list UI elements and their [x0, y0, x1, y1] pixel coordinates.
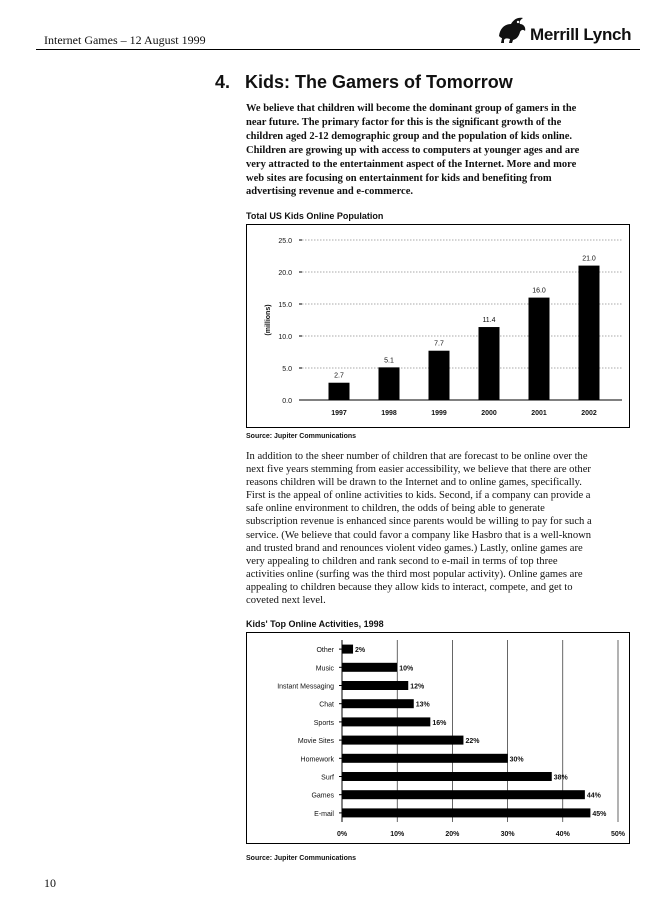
- intro-line: web sites are focusing on entertainment for kids and benefiting from: [246, 172, 552, 184]
- bar-value-label: 12%: [410, 683, 425, 691]
- x-tick-label: 20%: [445, 831, 460, 838]
- bar-value-label: 10%: [399, 665, 414, 673]
- bar-value-label: 45%: [592, 810, 607, 818]
- category-label: Sports: [313, 719, 334, 727]
- y-tick-label: 20.0: [278, 270, 292, 277]
- body-line: safe online environment to children, the odds of being able to generate: [246, 503, 545, 515]
- body-line: subscription revenue is enhanced since parents would be willing to pay for such a: [246, 516, 592, 528]
- x-tick-label: 0%: [336, 831, 348, 838]
- bar-value-label: 2%: [355, 647, 366, 655]
- bull-icon: [496, 14, 528, 44]
- x-tick-label: 2001: [531, 410, 547, 417]
- bar-value-label: 38%: [553, 774, 568, 782]
- bar-value-label: 2.7: [334, 372, 344, 380]
- chart2-caption: Kids' Top Online Activities, 1998: [246, 619, 384, 629]
- bar: [342, 717, 430, 726]
- bar-value-label: 22%: [465, 738, 480, 746]
- bar-value-label: 30%: [509, 756, 524, 764]
- body-line: First is the appeal of online activities to kids. Second, if a company can provide a: [246, 490, 591, 502]
- bar: [342, 681, 408, 690]
- bar-value-label: 11.4: [482, 317, 496, 325]
- category-label: Music: [315, 665, 334, 673]
- y-tick-label: 0.0: [282, 398, 292, 405]
- chart2-source: Source: Jupiter Communications: [246, 855, 357, 862]
- body-line: activities online (surfing was the third most popular activity). Online games are: [246, 568, 583, 580]
- intro-line: children aged 2-12 demographic group and the population of kids online.: [246, 130, 573, 142]
- body-paragraph: [246, 450, 630, 607]
- section-title-text: Kids: The Gamers of Tomorrow: [245, 72, 513, 92]
- intro-paragraph: [246, 102, 622, 199]
- bar-value-label: 5.1: [384, 357, 394, 365]
- bar: [342, 772, 552, 781]
- bar: [379, 367, 400, 400]
- y-tick-label: 5.0: [282, 366, 292, 373]
- category-label: Chat: [319, 701, 334, 709]
- body-line: service. (We believe that could favor a company like Hasbro that is a well-known: [246, 529, 592, 541]
- bar: [342, 790, 585, 799]
- body-line: In addition to the sheer number of children that are forecast to be online over the: [246, 451, 588, 462]
- bar: [479, 327, 500, 400]
- section-number: 4.: [215, 72, 231, 92]
- intro-line: Children are growing up with access to computers at younger ages and are: [246, 144, 580, 156]
- bar-value-label: 21.0: [582, 255, 596, 263]
- body-line: and trusted brand and renounces violent video games.) Lastly, online games are: [246, 542, 583, 554]
- logo-wordmark: Merrill Lynch: [530, 25, 632, 44]
- bar: [529, 298, 550, 400]
- bar: [342, 699, 414, 708]
- category-label: E-mail: [314, 810, 334, 818]
- x-tick-label: 2000: [481, 410, 497, 417]
- bar-value-label: 16%: [432, 719, 447, 727]
- chart1-caption: Total US Kids Online Population: [246, 211, 384, 221]
- bar: [342, 663, 397, 672]
- intro-line: We believe that children will become the dominant group of gamers in the: [246, 103, 577, 114]
- bar-value-label: 44%: [586, 792, 601, 800]
- body-line: coveted next level.: [246, 595, 326, 607]
- bar: [342, 736, 463, 745]
- intro-line: near future. The primary factor for this is the significant growth of the: [246, 116, 562, 128]
- bar: [342, 754, 508, 763]
- bar-value-label: 16.0: [532, 287, 546, 295]
- running-header: Internet Games – 12 August 1999: [44, 33, 206, 47]
- bar: [342, 808, 590, 817]
- section-title: [215, 72, 513, 93]
- body-line: reasons children will be drawn to the Internet and to online games, specifically.: [246, 477, 582, 489]
- kids-online-population-chart: [246, 224, 630, 428]
- body-line: appealing to children because they allow kids to interact, compete, and get to: [246, 581, 573, 593]
- bar-value-label: 7.7: [434, 340, 444, 348]
- bar: [429, 351, 450, 400]
- body-line: very appealing to children and rank second to e-mail in terms of top three: [246, 555, 558, 567]
- page-number: 10: [44, 876, 56, 890]
- y-tick-label: 25.0: [278, 238, 292, 245]
- x-tick-label: 1997: [331, 410, 347, 417]
- category-label: Movie Sites: [297, 738, 334, 746]
- y-tick-label: 15.0: [278, 302, 292, 309]
- y-axis-label: (millions): [265, 304, 272, 336]
- chart1-source: Source: Jupiter Communications: [246, 433, 357, 440]
- x-tick-label: 1998: [381, 410, 397, 417]
- kids-activities-chart: [246, 632, 630, 844]
- bar: [329, 383, 350, 400]
- x-tick-label: 2002: [581, 410, 597, 417]
- bar-value-label: 13%: [415, 701, 430, 709]
- intro-line: advertising revenue and e-commerce.: [246, 186, 413, 198]
- category-label: Other: [316, 647, 334, 655]
- bar: [579, 266, 600, 400]
- bar: [342, 645, 353, 654]
- category-label: Homework: [300, 756, 334, 764]
- y-tick-label: 10.0: [278, 334, 292, 341]
- body-line: next five years stemming from easier accessibility, we believe that there are other: [246, 464, 591, 476]
- x-tick-label: 10%: [390, 831, 405, 838]
- x-tick-label: 50%: [610, 831, 626, 838]
- x-tick-label: 30%: [500, 831, 515, 838]
- x-tick-label: 1999: [431, 410, 447, 417]
- merrill-lynch-logo: [496, 14, 641, 46]
- header-rule: [36, 49, 640, 50]
- x-tick-label: 40%: [555, 831, 570, 838]
- category-label: Games: [311, 792, 334, 800]
- category-label: Instant Messaging: [277, 683, 334, 691]
- category-label: Surf: [321, 774, 334, 782]
- intro-line: very attracted to the entertainment aspect of the Internet. More and more: [246, 158, 577, 170]
